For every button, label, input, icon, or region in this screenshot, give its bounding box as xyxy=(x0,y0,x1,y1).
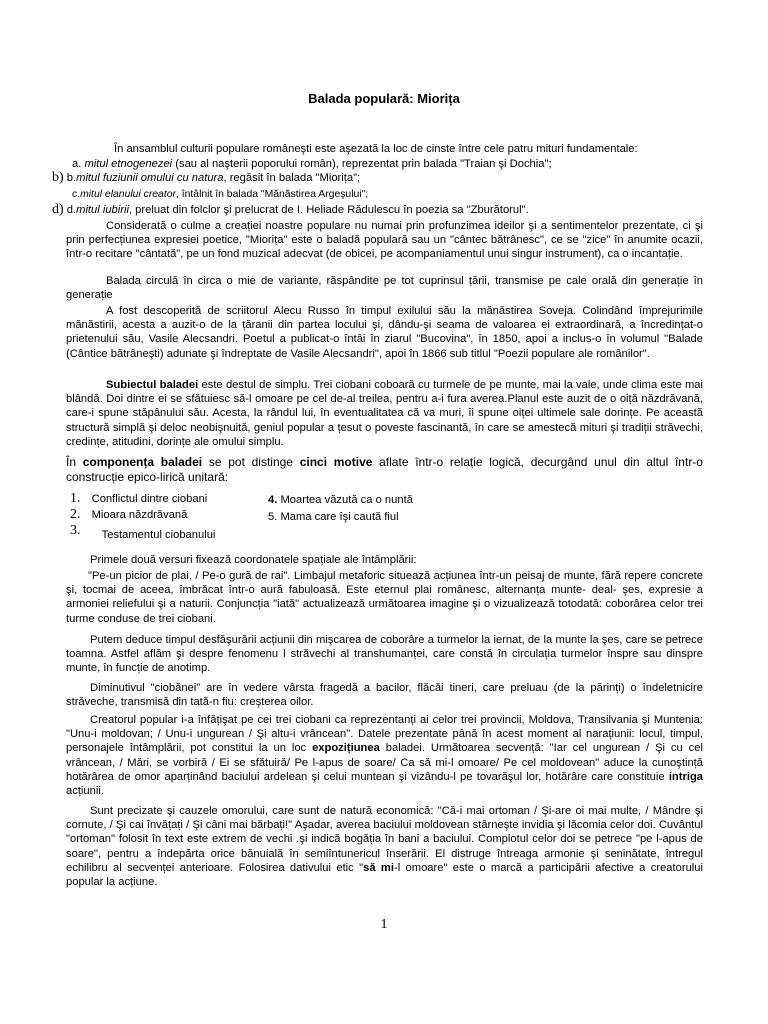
bold-run: intriga xyxy=(668,770,703,783)
motive-item xyxy=(70,508,187,522)
text-run: baladei. Următoarea secvență: "Iar cel ungurean / Şi cu cel vrâncean, / Mări, se vorbiră / Ei se sfătuiră/ Pe l-apus de soare/ Ca să mi-l omoare/ Pe cel moldovean" aduce la cunoştință hotărârea de omor aparținând baciului ardelean şi celui muntean şi vizându-l pe tovarăşul lor, hotărâre care constituie xyxy=(66,742,703,783)
paragraph-7: "Pe-un picior de plai, / Pe-o gură de rai". Limbajul metaforic situează acțiunea într-un peisaj de munte, fără repere concrete şi, tocmai de aceea, îmbrăcat într-o aură fabuloasă. Este eternul plai românesc, alternanța munte- deal- şes, expresie a armoniei reliefului şi a naturii. Conjuncția "iată" actualizează următoarea imagine şi o vizualizează totodată: coborârea celor trei turme conduse de trei ciobani. xyxy=(66,570,703,625)
subject-text: este destul de simplu. Trei ciobani coboară cu turmele de pe munte, mai la vale, unde clima este mai blândă. Doi dintre ei se sfătuiesc să-l omoare pe cel de-al treilea, pentru a-i fura averea.Planul este auzit de o oiță năzdrăvană, care-i spune stăpânului său. Acesta, la rândul lui, în eventualitatea că va muri, îi spune oiței ultimele sale dorințe. Pe această structură simplă şi deloc neobişnuită, geniul popular a țesut o poveste fascinantă, în care se amestecă mituri şi tradiții străvechi, credințe, atitudini, dorințe ale omului simplu. xyxy=(66,379,703,448)
motive-number: 2. xyxy=(70,507,81,522)
paragraph-3: A fost descoperită de scriitorul Alecu Russo în timpul exilului său la mănăstirea Soveja. Colindând împrejurimile mănăstirii, acesta a auzit-o de la țăranii din partea locului şi, dându-şi seama de valoarea ei extraordinară, a încredințat-o prietenului său, Vasile Alecsandri. Poetul a publicat-o întâi în ziarul "Bucovina", în 1850, apoi a inclus-o în volumul "Balade (Cântice bătrâneşti) adunate şi îndreptate de Vasile Alecsandri", apoi în 1866 sub titlul "Poezii populare ale românilor". xyxy=(66,305,703,360)
myth-prefix: b. xyxy=(66,172,77,184)
motive-text: Moartea văzută ca o nuntă xyxy=(277,494,413,506)
motive-text: Mama care îşi caută fiul xyxy=(277,511,399,523)
myth-item-b xyxy=(52,171,360,185)
myth-name: mitul fuziunii omului cu natura xyxy=(76,172,224,184)
page-title: Balada populară: Miorița xyxy=(308,91,460,106)
myth-name: mitul iubirii xyxy=(76,204,129,216)
text-run: Creatorul popular i-a înfățişat pe cei trei ciobani ca reprezentanți ai celor trei provincii, Moldova, Transilvania şi Muntenia: "Unu-i moldovan; / Unu-i ungurean / Şi altu-i vrâncean". Datele prezentate până în acest moment al narațiunii: locul, timpul, personajele întâmplării, pot constitui la un loc xyxy=(66,714,703,755)
myth-text: , regăsit în balada "Miorița"; xyxy=(223,172,361,184)
text-run: -l omoare" este o marcă a participării afective a creatorului popular la acțiune. xyxy=(66,861,703,889)
motive-item xyxy=(268,510,399,524)
motive-number: 3. xyxy=(70,523,81,538)
paragraph-6: Primele două versuri fixează coordonatele spațiale ale întâmplării: xyxy=(90,554,417,566)
paragraph-1: Considerată o culme a creației noastre populare nu numai prin profunzimea ideilor şi a sentimentelor prezentate, ci şi prin perfecțiunea expresiei poetice, "Miorița" este o baladă populară sau un "cântec bătrânesc", ce se "zice" în anumite ocazii, într-o recitare "cântată", pe un fond muzical adecvat (de obicei, pe acompaniamentul unui singur instrument), ca o incantație. xyxy=(66,220,703,261)
myth-item-c xyxy=(72,188,368,202)
text-run: Sunt precizate şi cauzele omorului, care sunt de natură economică: "Că-i mai ortoman / Şi-are oi mai multe, / Mândre şi cornute, / Şi cai învățați / Şi câni mai bărbați!" Aşadar, averea baciului moldovean stârneşte invidia şi lăcomia celor doi. Cuvântul "ortoman" folosit în text este extrem de vechi .şi indică bogăția în bani a baciului. Complotul celor doi se petrece "pe l-apus de soare", pentru a îndepărta orice bănuială în semiîntunericul înserării. El distruge întreaga armonie şi seninătate, întregul echilibru al secvenței anterioare. Folosirea dativului etic " xyxy=(66,805,703,874)
myth-name: mitul etnogenezei xyxy=(84,158,173,170)
myth-text: , preluat din folclor şi prelucrat de I. Heliade Rădulescu în poezia sa "Zburătorul". xyxy=(128,204,529,216)
paragraph-4 xyxy=(66,378,703,449)
text-run: acțiunii. xyxy=(66,785,104,798)
myth-item-d xyxy=(52,203,529,217)
motive-number: 5. xyxy=(268,511,278,523)
motive-item xyxy=(70,492,207,506)
paragraph-9: Diminutivul "ciobănei" are în vedere vârsta fragedă a bacilor, flăcăi tineri, care preluau (de la părinți) o îndeletnicire străveche, transmisă din tată-n fiu: creşterea oilor. xyxy=(66,682,703,709)
bold-run: componența baladei xyxy=(82,455,203,469)
paragraph-2: Balada circulă în circa o mie de variante, răspândite pe tot cuprinsul țării, transmise pe cale orală din generație în generație xyxy=(66,275,703,302)
myth-marker: a. xyxy=(72,158,82,170)
paragraph-10 xyxy=(66,713,703,798)
myth-prefix: d. xyxy=(66,204,77,216)
text-run: aflate într-o relație logică, decurgând unul din altul într-o construcție epico-lirică unitară: xyxy=(66,455,703,484)
motive-text: Mioara năzdrăvană xyxy=(91,509,188,521)
subject-label: Subiectul baladei xyxy=(106,379,199,391)
intro-paragraph: În ansamblul culturii populare româneşti este aşezată la loc de cinste între cele patru mituri fundamentale: xyxy=(114,143,638,155)
myth-prefix: c. xyxy=(72,189,81,200)
paragraph-8: Putem deduce timpul desfăşurării acțiunii din mişcarea de coborâre a turmelor la iernat, de la munte la şes, care se petrece toamna. Astfel aflăm şi despre fenomenu l străvechi al transhumanței, care constă în circulația turmelor înspre sau dinspre munte, în funcție de anotimp. xyxy=(66,634,703,675)
motive-text: Conflictul dintre ciobani xyxy=(91,493,208,505)
myth-text: , întâlnit în balada "Mănăstirea Argeşului"; xyxy=(175,189,369,200)
paragraph-11 xyxy=(66,804,703,889)
page-number: 1 xyxy=(380,917,388,932)
paragraph-5 xyxy=(66,455,703,485)
myth-item-a xyxy=(72,157,552,171)
bold-run: să mi xyxy=(363,861,394,874)
bold-run: cinci motive xyxy=(299,455,373,469)
myth-name: mitul elanului creator xyxy=(80,189,176,200)
motive-number: 1. xyxy=(70,491,81,506)
text-run: În xyxy=(66,455,83,469)
motive-item xyxy=(70,523,216,541)
myth-marker: b) xyxy=(52,170,64,185)
text-run: se pot distinge xyxy=(202,455,300,469)
bold-run: expozițiunea xyxy=(312,742,380,755)
motive-number: 4. xyxy=(268,494,278,506)
myth-text: (sau al naşterii poporului român), reprezentat prin balada "Traian şi Dochia"; xyxy=(172,158,552,170)
motive-text: Testamentul ciobanului xyxy=(101,529,216,541)
motive-item xyxy=(268,493,413,507)
myth-marker: d) xyxy=(52,202,64,217)
